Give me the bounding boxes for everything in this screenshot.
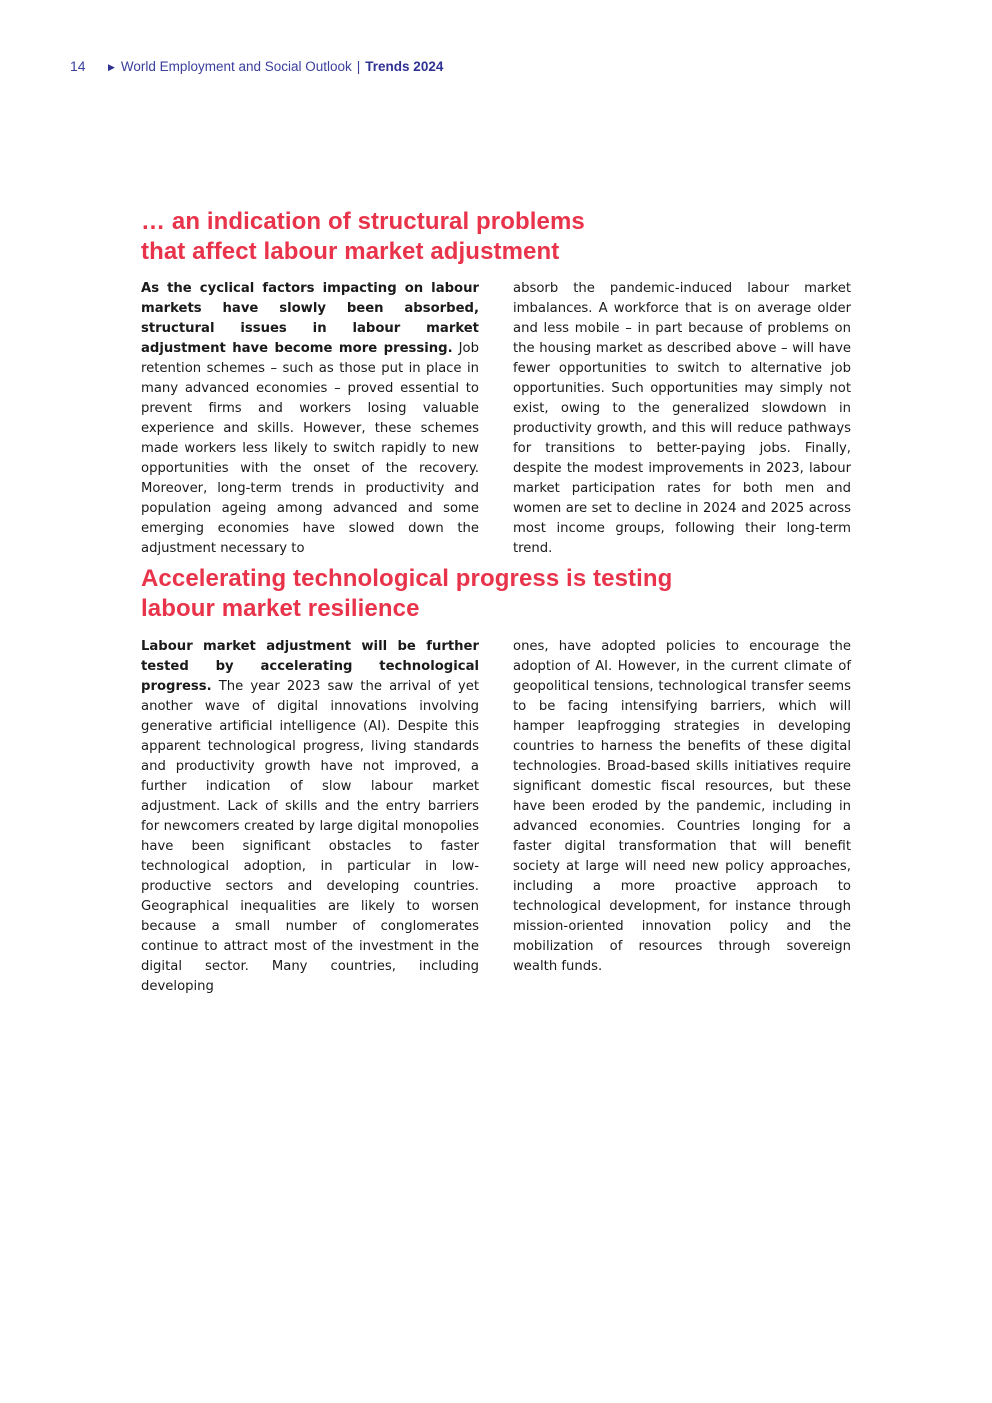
paragraph-text: Job retention schemes – such as those put in place in many advanced economies – proved essential to prevent firms and workers losing valuable experience and skills. However, these schemes made workers less likely to switch rapidly to new opportunities with the onset of the recovery. Moreover, long-term trends in productivity and population ageing among advanced and some emerging economies have slowed down the adjustment necessary to [141,341,479,556]
paragraph-text: The year 2023 saw the arrival of yet another wave of digital innovations involving generative artificial intelligence (AI). Despite this apparent technological progress, living standards and productivity growth have not improved, a further indication of slow labour market adjustment. Lack of skills and the entry barriers for newcomers created by large digital monopolies have been significant obstacles to faster technological adoption, in particular in low-productive sectors and developing countries. Geographical inequalities are likely to worsen because a small number of conglomerates continue to attract most of the investment in the digital sector. Many countries, including developing [141,679,479,994]
left-column-paragraph [141,637,479,997]
section-heading-technological-progress [141,564,861,624]
page-number: 14 [70,58,86,74]
left-column-paragraph [141,279,479,559]
publication-title: World Employment and Social Outlook [120,58,352,74]
lead-sentence: As the cyclical factors impacting on labour markets have slowly been absorbed, structural issues in labour market adjustment have become more pressing. [141,281,479,356]
section-technological-progress-body [141,637,851,997]
heading-line: that affect labour market adjustment [141,238,560,265]
heading-line: … an indication of structural problems [141,208,585,235]
section-heading-structural-problems [141,207,861,267]
triangle-right-icon: ▶ [108,61,115,72]
lead-sentence: Labour market adjustment will be further tested by accelerating technological progress. [141,639,479,694]
paragraph-text: absorb the pandemic-induced labour market imbalances. A workforce that is on average older and less mobile – in part because of problems on the housing market as described above – will have fewer opportunities to switch to alternative job opportunities. Such opportunities may simply not exist, owing to the generalized slowdown in productivity growth, and this will reduce pathways for transitions to better-paying jobs. Finally, despite the modest improvements in 2023, labour market participation rates for both men and women are set to decline in 2024 and 2025 across most income groups, following their long-term trend. [513,281,851,556]
heading-line: Accelerating technological progress is testing [141,565,673,592]
right-column-paragraph [513,637,851,997]
section-structural-problems-body [141,279,851,559]
right-column-paragraph [513,279,851,559]
header-separator: | [356,58,361,74]
running-header [70,57,443,75]
heading-line: labour market resilience [141,595,420,622]
paragraph-text: ones, have adopted policies to encourage the adoption of AI. However, in the current climate of geopolitical tensions, technological transfer seems to be facing intensifying barriers, which will hamper leapfrogging strategies in developing countries to harness the benefits of these digital technologies. Broad-based skills initiatives require significant domestic fiscal resources, but these have been eroded by the pandemic, including in advanced economies. Countries longing for a faster digital transformation that will benefit society at large will need new policy approaches, including a more proactive approach to technological development, for instance through mission-oriented innovation policy and the mobilization of resources through sovereign wealth funds. [513,639,851,974]
edition-label: Trends 2024 [365,58,444,74]
